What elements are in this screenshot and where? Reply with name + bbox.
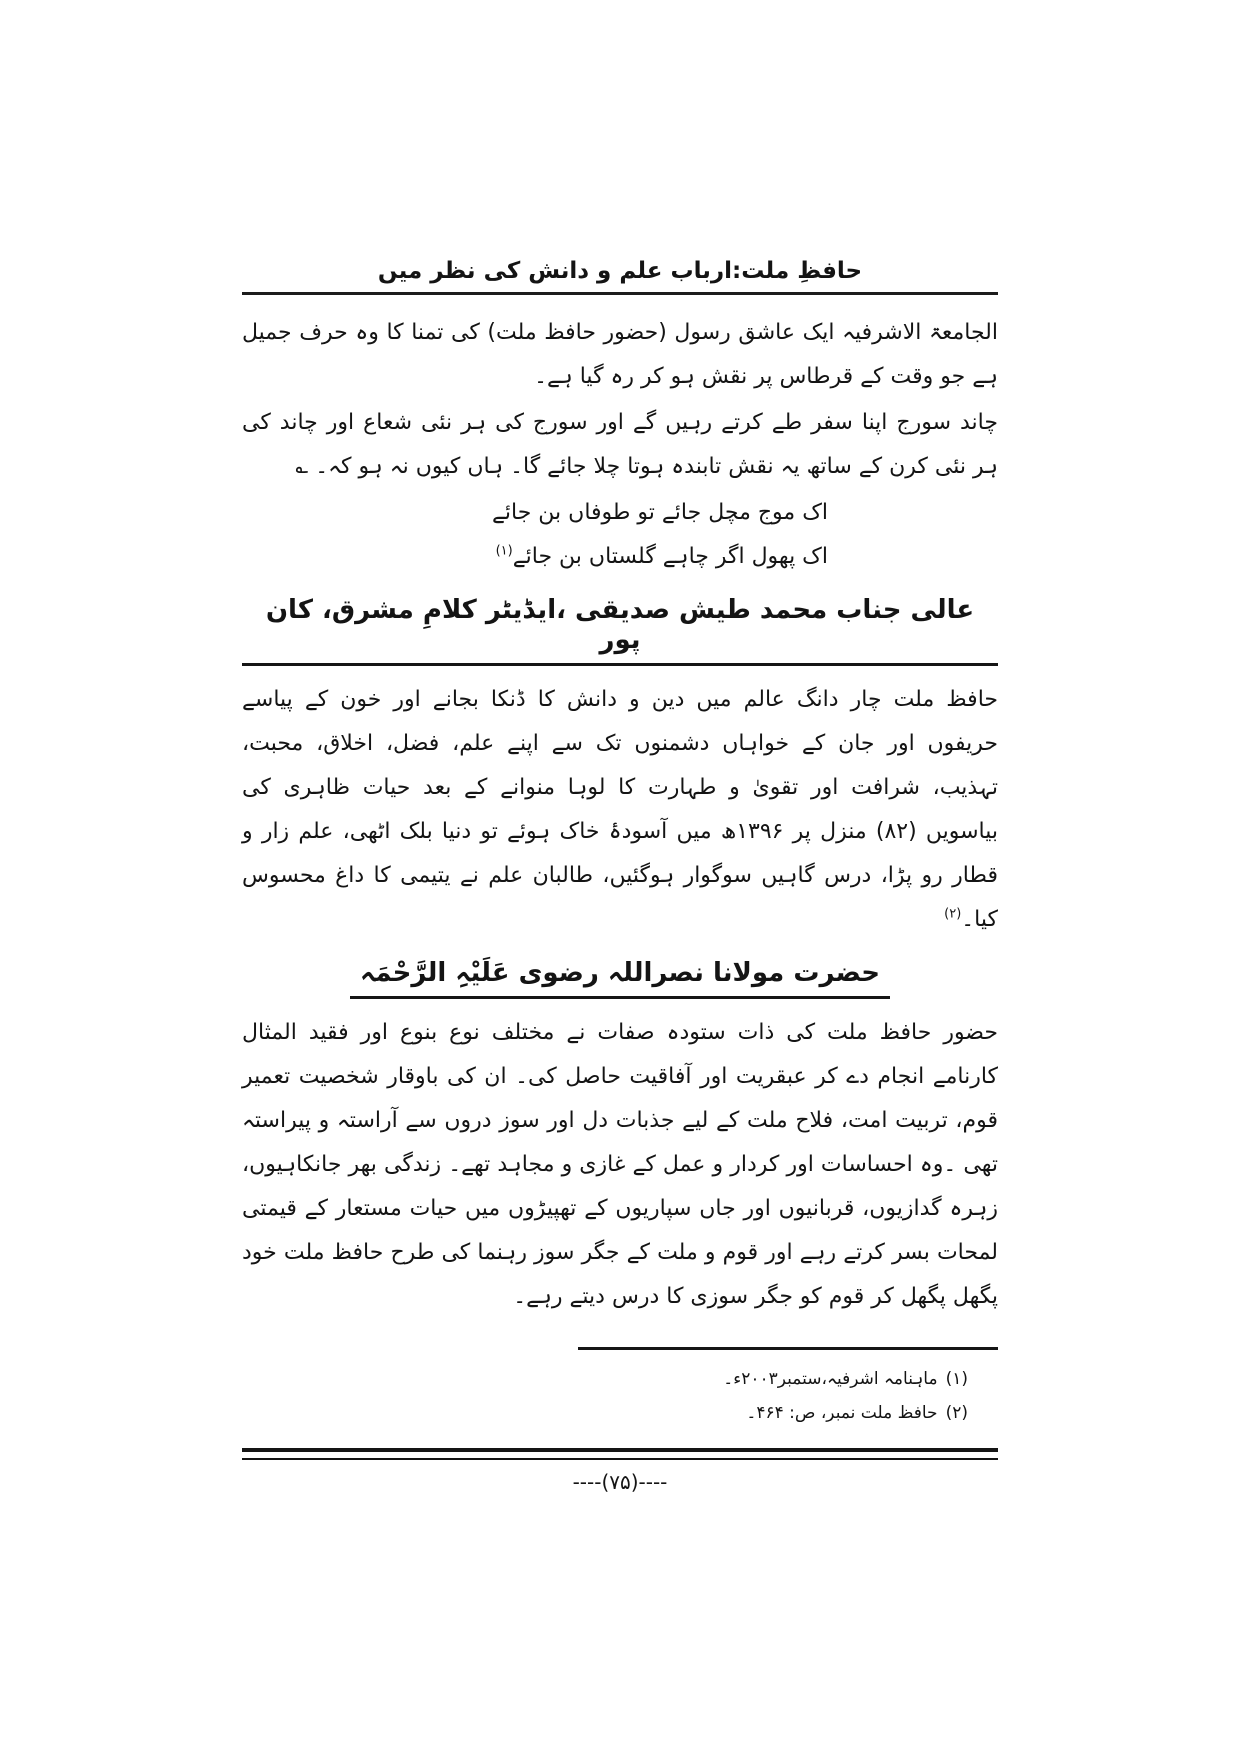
verse-block [242, 491, 828, 579]
paragraph-sun-moon: چاند سورج اپنا سفر طے کرتے رہیں گے اور سورج کی ہر نئی شعاع اور چاند کی ہر نئی کرن کے ساتھ یہ نقش تابندہ ہوتا چلا جائے گا۔ ہاں کیوں نہ ہو کہ۔ ؎ [242, 410, 998, 479]
verse-line-1: اک موج مچل جائے تو طوفاں بن جائے [492, 500, 828, 525]
footnote-1 [242, 1362, 968, 1396]
paragraph-section-2: حضور حافظ ملت کی ذات ستودہ صفات نے مختلف نوع بنوع اور فقید المثال کارنامے انجام دے کر عبقریت اور آفاقیت حاصل کی۔ ان کی باوقار شخصیت تعمیر قوم، تربیت امت، فلاح ملت کے لیے جذبات دل اور سوز دروں سے آراستہ و پیراستہ تھی ۔وہ احساسات اور کردار و عمل کے غازی و مجاہد تھے۔ زندگی بھر جانکاہیوں، زہرہ گدازیوں، قربانیوں اور جاں سپاریوں کے تھپیڑوں میں حیات مستعار کے قیمتی لمحات بسر کرتے رہے اور قوم و ملت کے جگر سوز رہنما کی طرح حافظ ملت خود پگھل پگھل کر قوم کو جگر سوزی کا درس دیتے رہے۔ [242, 1020, 998, 1309]
header-divider [242, 292, 998, 295]
bottom-divider-thick-line [242, 1448, 998, 1452]
paragraph-intro: الجامعۃ الاشرفیہ ایک عاشق رسول (حضور حافظ ملت) کی تمنا کا وہ حرف جمیل ہے جو وقت کے قرطاس پر نقش ہو کر رہ گیا ہے۔ [242, 320, 998, 389]
page-header-title: حافظِ ملت:ارباب علم و دانش کی نظر میں [377, 258, 863, 284]
footnotes-block [242, 1350, 998, 1430]
footnote-2 [242, 1396, 968, 1430]
footnote-2-marker: (۲) [945, 1403, 968, 1423]
footnote-ref-2: (۲) [944, 906, 962, 922]
section-heading-2-text: حضرت مولانا نصراللہ رضوی عَلَیْہِ الرَّحْمَہ [350, 958, 890, 999]
page-content [242, 0, 998, 1494]
section-heading-1-text: عالی جناب محمد طیش صدیقی ،ایڈیٹر کلامِ مشرق، کان پور [242, 595, 998, 666]
footnote-1-marker: (۱) [945, 1369, 968, 1389]
verse-line-2 [242, 535, 828, 579]
paragraph-section-1 [242, 678, 998, 942]
page-number: ----(۷۵)---- [572, 1470, 668, 1494]
footnote-ref-1: (۱) [495, 543, 513, 559]
footnote-1-text: ماہنامہ اشرفیہ،ستمبر۲۰۰۳ء۔ [723, 1369, 938, 1389]
bottom-divider [242, 1448, 998, 1460]
footnote-2-text: حافظ ملت نمبر، ص: ۴۶۴۔ [746, 1403, 938, 1423]
bottom-divider-thin-line [242, 1458, 998, 1460]
paragraph-section-1-text: حافظ ملت چار دانگ عالم میں دین و دانش کا ڈنکا بجانے اور خون کے پیاسے حریفوں اور جان کے خواہاں دشمنوں تک سے اپنے علم، فضل، اخلاق، محبت، تہذیب، شرافت اور تقویٰ و طہارت کا لوہا منوانے کے بعد حیات ظاہری کی بیاسویں (۸۲) منزل پر ۱۳۹۶ھ میں آسودۂ خاک ہوئے تو دنیا بلک اٹھی، علم زار و قطار رو پڑا، درس گاہیں سوگوار ہوگئیں، طالبان علم نے یتیمی کا داغ محسوس کیا۔ [242, 687, 998, 932]
section-heading-1 [242, 595, 998, 666]
verse-line-2-text: اک پھول اگر چاہے گلستاں بن جائے [512, 544, 828, 569]
section-heading-2 [242, 958, 998, 999]
